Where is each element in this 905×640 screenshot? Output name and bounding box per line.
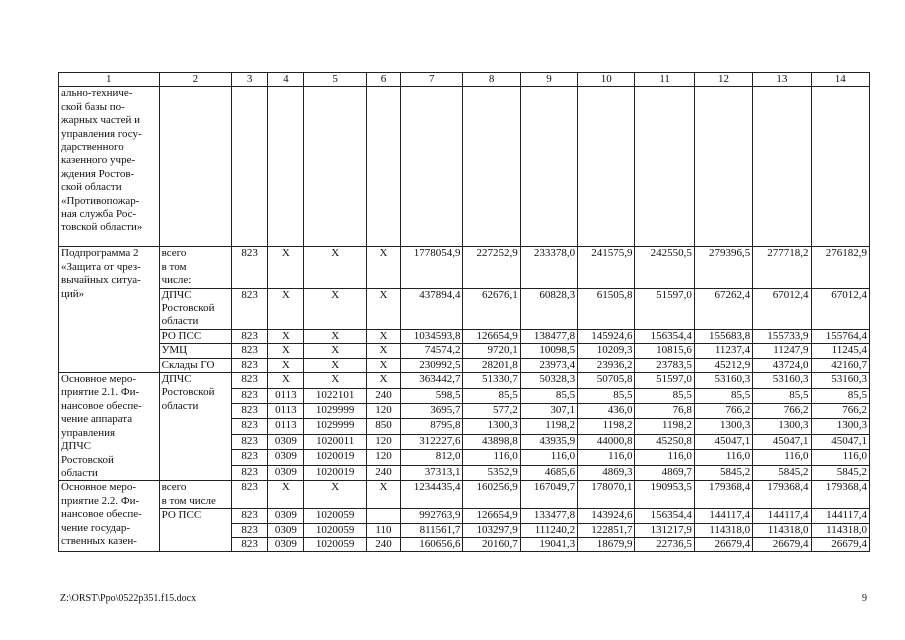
- budget-table: [58, 72, 870, 552]
- value-cell: 156354,4: [635, 329, 694, 343]
- value-cell: 67012,4: [753, 288, 811, 329]
- header-cell: 9: [520, 73, 577, 87]
- value-cell: 60828,3: [520, 288, 577, 329]
- value-cell: 85,5: [635, 388, 694, 403]
- col6-cell: 240: [366, 465, 400, 481]
- value-cell: 138477,8: [520, 329, 577, 343]
- table-row: [59, 373, 870, 388]
- value-cell: 50705,8: [578, 373, 635, 388]
- value-cell: 126654,9: [463, 329, 520, 343]
- empty-cell: [578, 87, 635, 247]
- value-cell: 103297,9: [463, 523, 520, 537]
- value-cell: 61505,8: [578, 288, 635, 329]
- value-cell: 10815,6: [635, 344, 694, 358]
- value-cell: 50328,3: [520, 373, 577, 388]
- value-cell: 1778054,9: [401, 247, 463, 288]
- value-cell: 812,0: [401, 450, 463, 465]
- value-cell: 45047,1: [811, 434, 869, 449]
- header-cell: 8: [463, 73, 520, 87]
- empty-cell: [304, 87, 366, 247]
- col4-cell: X: [268, 344, 304, 358]
- value-cell: 363442,7: [401, 373, 463, 388]
- col4-cell: 0113: [268, 419, 304, 434]
- col6-cell: X: [366, 329, 400, 343]
- table-row: [59, 247, 870, 288]
- value-cell: 37313,1: [401, 465, 463, 481]
- col5-cell: 1029999: [304, 419, 366, 434]
- value-cell: 114318,0: [753, 523, 811, 537]
- col4-cell: 0309: [268, 523, 304, 537]
- value-cell: 160656,6: [401, 537, 463, 551]
- value-cell: 85,5: [753, 388, 811, 403]
- value-cell: 43898,8: [463, 434, 520, 449]
- value-cell: 1300,3: [753, 419, 811, 434]
- value-cell: 156354,4: [635, 509, 694, 523]
- col5-cell: 1020019: [304, 450, 366, 465]
- value-cell: 76,8: [635, 403, 694, 418]
- col6-cell: 240: [366, 388, 400, 403]
- col6-cell: X: [366, 481, 400, 509]
- table-row: [59, 87, 870, 247]
- value-cell: 51597,0: [635, 373, 694, 388]
- col5-cell: 1020019: [304, 465, 366, 481]
- value-cell: 279396,5: [694, 247, 752, 288]
- value-cell: 122851,7: [578, 523, 635, 537]
- value-cell: 1234435,4: [401, 481, 463, 509]
- col5-cell: 1020059: [304, 523, 366, 537]
- value-cell: 1300,3: [463, 419, 520, 434]
- value-cell: 116,0: [753, 450, 811, 465]
- value-cell: 111240,2: [520, 523, 577, 537]
- col6-cell: 120: [366, 434, 400, 449]
- value-cell: 598,5: [401, 388, 463, 403]
- executor-cell: ДПЧС Ростовской области: [159, 373, 231, 481]
- col3-cell: 823: [232, 388, 268, 403]
- executor-cell: ДПЧС Ростовской области: [159, 288, 231, 329]
- col6-cell: X: [366, 288, 400, 329]
- col6-cell: X: [366, 247, 400, 288]
- col3-cell: 823: [232, 288, 268, 329]
- value-cell: 307,1: [520, 403, 577, 418]
- value-cell: 23973,4: [520, 358, 577, 372]
- col4-cell: 0309: [268, 509, 304, 523]
- col5-cell: X: [304, 344, 366, 358]
- col4-cell: 0309: [268, 450, 304, 465]
- value-cell: 62676,1: [463, 288, 520, 329]
- col5-cell: 1020059: [304, 509, 366, 523]
- value-cell: 179368,4: [753, 481, 811, 509]
- value-cell: 144117,4: [811, 509, 869, 523]
- value-cell: 276182,9: [811, 247, 869, 288]
- value-cell: 26679,4: [811, 537, 869, 551]
- value-cell: 67262,4: [694, 288, 752, 329]
- value-cell: 233378,0: [520, 247, 577, 288]
- value-cell: 155733,9: [753, 329, 811, 343]
- value-cell: 4869,7: [635, 465, 694, 481]
- value-cell: 143924,6: [578, 509, 635, 523]
- col4-cell: X: [268, 329, 304, 343]
- value-cell: 1034593,8: [401, 329, 463, 343]
- value-cell: 10209,3: [578, 344, 635, 358]
- value-cell: 277718,2: [753, 247, 811, 288]
- header-cell: 12: [694, 73, 752, 87]
- col3-cell: 823: [232, 373, 268, 388]
- value-cell: 67012,4: [811, 288, 869, 329]
- value-cell: 577,2: [463, 403, 520, 418]
- value-cell: 85,5: [694, 388, 752, 403]
- executor-cell: РО ПСС: [159, 509, 231, 552]
- value-cell: 1198,2: [635, 419, 694, 434]
- col6-cell: 240: [366, 537, 400, 551]
- value-cell: 85,5: [520, 388, 577, 403]
- value-cell: 227252,9: [463, 247, 520, 288]
- value-cell: 3695,7: [401, 403, 463, 418]
- empty-cell: [366, 87, 400, 247]
- header-cell: 14: [811, 73, 869, 87]
- value-cell: 45047,1: [694, 434, 752, 449]
- value-cell: 4685,6: [520, 465, 577, 481]
- col6-cell: [366, 509, 400, 523]
- col3-cell: 823: [232, 358, 268, 372]
- value-cell: 167049,7: [520, 481, 577, 509]
- col4-cell: X: [268, 358, 304, 372]
- empty-cell: [520, 87, 577, 247]
- empty-cell: [159, 87, 231, 247]
- col5-cell: 1020011: [304, 434, 366, 449]
- value-cell: 11237,4: [694, 344, 752, 358]
- value-cell: 1300,3: [694, 419, 752, 434]
- empty-cell: [268, 87, 304, 247]
- value-cell: 126654,9: [463, 509, 520, 523]
- value-cell: 116,0: [811, 450, 869, 465]
- value-cell: 133477,8: [520, 509, 577, 523]
- header-cell: 4: [268, 73, 304, 87]
- col4-cell: 0309: [268, 434, 304, 449]
- col6-cell: X: [366, 344, 400, 358]
- value-cell: 26679,4: [694, 537, 752, 551]
- value-cell: 155764,4: [811, 329, 869, 343]
- value-cell: 11247,9: [753, 344, 811, 358]
- executor-cell: всего в том числе: [159, 481, 231, 509]
- value-cell: 1198,2: [520, 419, 577, 434]
- value-cell: 179368,4: [811, 481, 869, 509]
- header-cell: 3: [232, 73, 268, 87]
- empty-cell: [232, 87, 268, 247]
- header-cell: 7: [401, 73, 463, 87]
- col3-cell: 823: [232, 465, 268, 481]
- table-row: [59, 288, 870, 329]
- empty-cell: [811, 87, 869, 247]
- value-cell: 85,5: [463, 388, 520, 403]
- value-cell: 5845,2: [753, 465, 811, 481]
- value-cell: 5352,9: [463, 465, 520, 481]
- item-name-cell: Основное меро- приятие 2.2. Фи- нансовое обеспе- чение государ- ственных казен-: [59, 481, 160, 552]
- item-name-cell: Основное меро- приятие 2.1. Фи- нансовое обеспе- чение аппарата управления ДПЧС Ростовской области: [59, 373, 160, 481]
- col3-cell: 823: [232, 509, 268, 523]
- value-cell: 4869,3: [578, 465, 635, 481]
- value-cell: 178070,1: [578, 481, 635, 509]
- value-cell: 85,5: [578, 388, 635, 403]
- value-cell: 42160,7: [811, 358, 869, 372]
- col3-cell: 823: [232, 450, 268, 465]
- value-cell: 23936,2: [578, 358, 635, 372]
- value-cell: 45047,1: [753, 434, 811, 449]
- value-cell: 43935,9: [520, 434, 577, 449]
- table-body: [59, 73, 870, 552]
- value-cell: 116,0: [635, 450, 694, 465]
- value-cell: 766,2: [753, 403, 811, 418]
- value-cell: 23783,5: [635, 358, 694, 372]
- value-cell: 5845,2: [694, 465, 752, 481]
- value-cell: 22736,5: [635, 537, 694, 551]
- value-cell: 44000,8: [578, 434, 635, 449]
- footer-file-path: Z:\ORST\Ppo\0522p351.f15.docx: [60, 593, 197, 604]
- executor-cell: Склады ГО: [159, 358, 231, 372]
- col3-cell: 823: [232, 344, 268, 358]
- col4-cell: X: [268, 288, 304, 329]
- empty-cell: [401, 87, 463, 247]
- value-cell: 53160,3: [694, 373, 752, 388]
- col4-cell: 0309: [268, 465, 304, 481]
- value-cell: 992763,9: [401, 509, 463, 523]
- header-cell: 6: [366, 73, 400, 87]
- empty-cell: [635, 87, 694, 247]
- item-name-cell: ально-техниче- ской базы по- жарных частей и управления госу- дарственного казенного учре- ждения Ростов- ской области «Противопожар- ная служба Рос- товской области»: [59, 87, 160, 247]
- value-cell: 230992,5: [401, 358, 463, 372]
- col3-cell: 823: [232, 329, 268, 343]
- value-cell: 766,2: [811, 403, 869, 418]
- value-cell: 5845,2: [811, 465, 869, 481]
- value-cell: 131217,9: [635, 523, 694, 537]
- value-cell: 19041,3: [520, 537, 577, 551]
- value-cell: 28201,8: [463, 358, 520, 372]
- col5-cell: 1022101: [304, 388, 366, 403]
- header-cell: 1: [59, 73, 160, 87]
- col4-cell: X: [268, 373, 304, 388]
- value-cell: 26679,4: [753, 537, 811, 551]
- table-row: [59, 358, 870, 372]
- executor-cell: РО ПСС: [159, 329, 231, 343]
- value-cell: 74574,2: [401, 344, 463, 358]
- header-cell: 11: [635, 73, 694, 87]
- col4-cell: 0113: [268, 388, 304, 403]
- col6-cell: 120: [366, 450, 400, 465]
- value-cell: 114318,0: [694, 523, 752, 537]
- col4-cell: 0113: [268, 403, 304, 418]
- value-cell: 45250,8: [635, 434, 694, 449]
- value-cell: 53160,3: [811, 373, 869, 388]
- value-cell: 179368,4: [694, 481, 752, 509]
- value-cell: 53160,3: [753, 373, 811, 388]
- value-cell: 114318,0: [811, 523, 869, 537]
- value-cell: 85,5: [811, 388, 869, 403]
- value-cell: 1198,2: [578, 419, 635, 434]
- value-cell: 11245,4: [811, 344, 869, 358]
- col3-cell: 823: [232, 419, 268, 434]
- value-cell: 45212,9: [694, 358, 752, 372]
- value-cell: 116,0: [520, 450, 577, 465]
- col5-cell: X: [304, 358, 366, 372]
- value-cell: 51330,7: [463, 373, 520, 388]
- value-cell: 43724,0: [753, 358, 811, 372]
- value-cell: 144117,4: [694, 509, 752, 523]
- value-cell: 10098,5: [520, 344, 577, 358]
- col5-cell: 1029999: [304, 403, 366, 418]
- col3-cell: 823: [232, 537, 268, 551]
- value-cell: 20160,7: [463, 537, 520, 551]
- executor-cell: УМЦ: [159, 344, 231, 358]
- table-row: [59, 509, 870, 523]
- header-cell: 10: [578, 73, 635, 87]
- value-cell: 116,0: [578, 450, 635, 465]
- col3-cell: 823: [232, 481, 268, 509]
- value-cell: 190953,5: [635, 481, 694, 509]
- col6-cell: 120: [366, 403, 400, 418]
- page-number: 9: [862, 593, 867, 604]
- value-cell: 9720,1: [463, 344, 520, 358]
- empty-cell: [463, 87, 520, 247]
- col4-cell: X: [268, 481, 304, 509]
- col3-cell: 823: [232, 434, 268, 449]
- value-cell: 1300,3: [811, 419, 869, 434]
- value-cell: 312227,6: [401, 434, 463, 449]
- value-cell: 766,2: [694, 403, 752, 418]
- table-row: [59, 344, 870, 358]
- value-cell: 241575,9: [578, 247, 635, 288]
- empty-cell: [694, 87, 752, 247]
- value-cell: 437894,4: [401, 288, 463, 329]
- table-row: [59, 481, 870, 509]
- col4-cell: 0309: [268, 537, 304, 551]
- header-cell: 5: [304, 73, 366, 87]
- col5-cell: X: [304, 329, 366, 343]
- table-row: [59, 329, 870, 343]
- col6-cell: 110: [366, 523, 400, 537]
- col6-cell: X: [366, 373, 400, 388]
- value-cell: 160256,9: [463, 481, 520, 509]
- value-cell: 51597,0: [635, 288, 694, 329]
- value-cell: 116,0: [463, 450, 520, 465]
- col6-cell: 850: [366, 419, 400, 434]
- col3-cell: 823: [232, 247, 268, 288]
- col5-cell: X: [304, 247, 366, 288]
- executor-cell: всего в том числе:: [159, 247, 231, 288]
- value-cell: 155683,8: [694, 329, 752, 343]
- value-cell: 18679,9: [578, 537, 635, 551]
- table-header-row: [59, 73, 870, 87]
- value-cell: 436,0: [578, 403, 635, 418]
- col3-cell: 823: [232, 523, 268, 537]
- col4-cell: X: [268, 247, 304, 288]
- value-cell: 811561,7: [401, 523, 463, 537]
- col5-cell: X: [304, 481, 366, 509]
- value-cell: 144117,4: [753, 509, 811, 523]
- value-cell: 145924,6: [578, 329, 635, 343]
- value-cell: 8795,8: [401, 419, 463, 434]
- col5-cell: X: [304, 373, 366, 388]
- col5-cell: X: [304, 288, 366, 329]
- col5-cell: 1020059: [304, 537, 366, 551]
- value-cell: 242550,5: [635, 247, 694, 288]
- item-name-cell: Подпрограмма 2 «Защита от чрез- вычайных ситуа- ций»: [59, 247, 160, 373]
- col3-cell: 823: [232, 403, 268, 418]
- value-cell: 116,0: [694, 450, 752, 465]
- empty-cell: [753, 87, 811, 247]
- header-cell: 13: [753, 73, 811, 87]
- header-cell: 2: [159, 73, 231, 87]
- col6-cell: X: [366, 358, 400, 372]
